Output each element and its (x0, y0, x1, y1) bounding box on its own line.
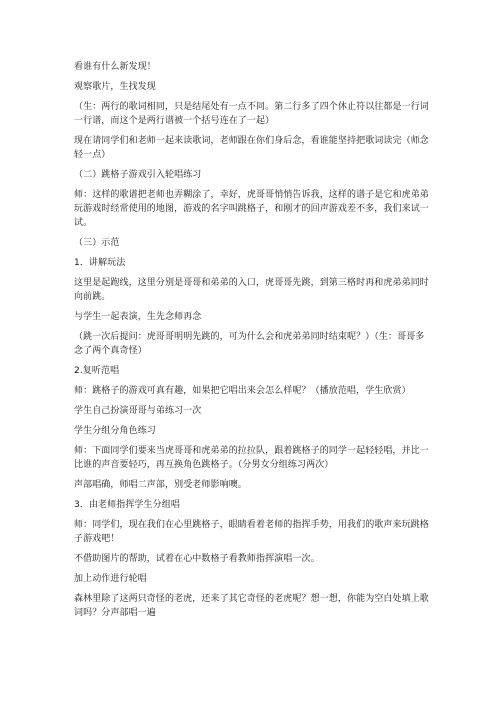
paragraph: （生：两行的歌词相同，只是结尾处有一点不同。第二行多了四个休止符以往都是一行词一行谱，而这个是两行谱被一个括号连在了一起） (74, 102, 429, 126)
paragraph: 看谁有什么新发现！ (74, 62, 156, 72)
paragraph: 师：跳格子的游戏可真有趣，如果把它唱出来会怎么样呢？（播放范唱，学生欣赏） (74, 386, 411, 396)
paragraph: 师：同学们，现在我们在心里跳格子，眼睛看着老师的指挥手势，用我们的歌声来玩跳格子游戏吧！ (74, 520, 429, 544)
paragraph: 师：这样的歌谱把老师也弄糊涂了，幸好，虎哥哥悄悄告诉我，这样的谱子是它和虎弟弟玩游戏时经常使用的地图，游戏的名字叫跳格子，和刚才的回声游戏差不多，我们来试一试。 (74, 190, 429, 228)
section-heading: （二）跳格子游戏引入轮唱练习 (74, 170, 202, 180)
paragraph: 观察歌片，生找发现 (74, 82, 156, 92)
subsection-heading: 2.复听范唱 (74, 366, 120, 376)
section-heading: （三）示范 (74, 238, 120, 248)
paragraph: 这里是起跑线，这里分别是哥哥和弟弟的入口，虎哥哥先跳，到第三格时再和虎弟弟同时向前跳。 (74, 278, 429, 302)
paragraph: 不借助图片的帮助，试着在心中数格子看教师指挥演唱一次。 (74, 554, 320, 564)
paragraph: 师：下面同学们要来当虎哥哥和虎弟弟的拉拉队，跟着跳格子的同学一起轻轻唱，并比一比谁的声音要轻巧，再互换角色跳格子。（分男女分组练习两次） (74, 446, 429, 470)
paragraph: 森林里除了这两只奇怪的老虎，还来了其它奇怪的老虎呢？想一想，你能为空白处填上歌词吗？分声部唱一遍 (74, 594, 429, 618)
subsection-heading: 1．讲解玩法 (74, 258, 126, 268)
subsection-heading: 3．由老师指挥学生分组唱 (74, 500, 180, 510)
paragraph: 现在请同学们和老师一起来读歌词，老师跟在你们身后念，看谁能坚持把歌词读完（师念轻一点） (74, 136, 429, 160)
paragraph: 学生分组分角色练习 (74, 426, 156, 436)
paragraph: 与学生一起表演，生先念师再念 (74, 312, 202, 322)
paragraph: 加上动作进行轮唱 (74, 574, 147, 584)
paragraph: （跳一次后提问：虎哥哥明明先跳的，可为什么会和虎弟弟同时结束呢？）（生：哥哥多念了两个真奇怪） (74, 332, 425, 356)
document-body (74, 60, 430, 626)
paragraph: 声部唱确，师唱二声部，别受老师影响噢。 (74, 480, 247, 490)
paragraph: 学生自己扮演哥哥与弟练习一次 (74, 406, 202, 416)
